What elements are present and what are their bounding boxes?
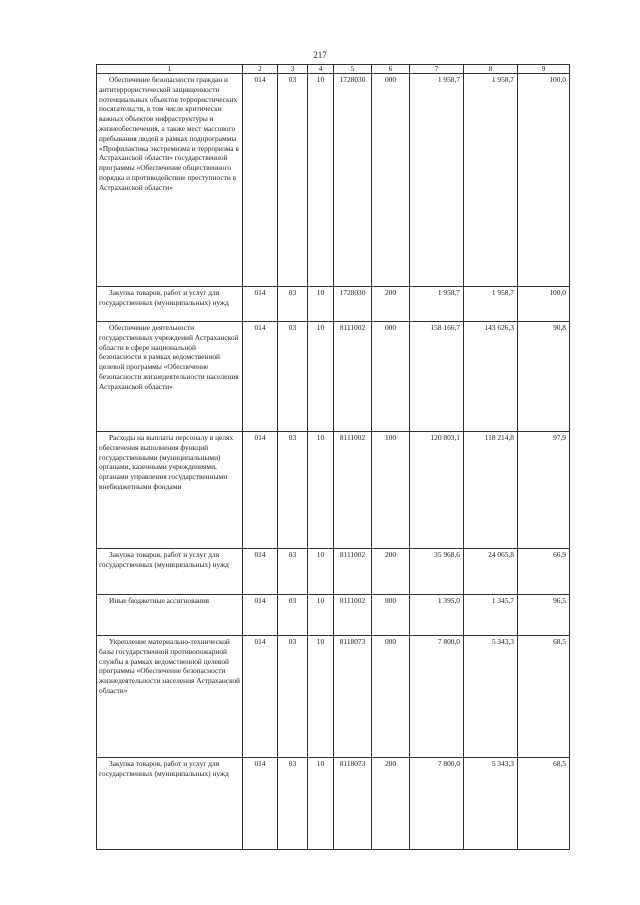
cell-percent: 100,0 — [518, 74, 570, 287]
cell-expense-type: 000 — [372, 636, 410, 758]
cell-section-code: 03 — [278, 74, 308, 287]
cell-actual-amount: 143 626,3 — [464, 322, 518, 432]
row-name: Укрепление материально-технической базы государственной противопожарной службы в рамках ведомственной целевой программы «Обеспечение безопасности жизнедеятельности населения Астраханской области» — [97, 636, 243, 758]
budget-table — [96, 64, 570, 850]
table-row — [97, 287, 570, 322]
cell-target-article: 8111002 — [334, 549, 372, 595]
cell-actual-amount: 1 958,7 — [464, 74, 518, 287]
cell-target-article: 8111002 — [334, 322, 372, 432]
header-cell-8: 8 — [464, 65, 518, 74]
row-name: Закупка товаров, работ и услуг для государственных (муниципальных) нужд — [97, 287, 243, 322]
cell-ministry-code: 014 — [243, 74, 278, 287]
table-row — [97, 758, 570, 850]
cell-section-code: 03 — [278, 287, 308, 322]
table-row — [97, 322, 570, 432]
header-cell-6: 6 — [372, 65, 410, 74]
cell-subsection-code: 10 — [308, 758, 334, 850]
cell-percent: 100,0 — [518, 287, 570, 322]
cell-subsection-code: 10 — [308, 432, 334, 549]
cell-ministry-code: 014 — [243, 549, 278, 595]
cell-planned-amount: 35 968,6 — [410, 549, 464, 595]
cell-section-code: 03 — [278, 549, 308, 595]
cell-expense-type: 200 — [372, 287, 410, 322]
row-name: Расходы на выплаты персоналу в целях обеспечения выполнения функций государственными (муниципальными) органами, казенными учреждениями, органами управления государственными внебюджетными фондами — [97, 432, 243, 549]
table-row — [97, 636, 570, 758]
row-name: Закупка товаров, работ и услуг для государственных (муниципальных) нужд — [97, 549, 243, 595]
row-name: Обеспечение деятельности государственных учреждений Астраханской области в сфере национальной безопасности в рамках ведомственной целевой программы «Обеспечение безопасности жизнедеятельности населения Астраханской области» — [97, 322, 243, 432]
cell-percent: 97,9 — [518, 432, 570, 549]
cell-actual-amount: 1 958,7 — [464, 287, 518, 322]
cell-subsection-code: 10 — [308, 636, 334, 758]
row-name: Закупка товаров, работ и услуг для государственных (муниципальных) нужд — [97, 758, 243, 850]
cell-planned-amount: 7 800,0 — [410, 636, 464, 758]
cell-target-article: 8118073 — [334, 758, 372, 850]
cell-percent: 96,5 — [518, 595, 570, 636]
header-cell-9: 9 — [518, 65, 570, 74]
header-cell-5: 5 — [334, 65, 372, 74]
cell-actual-amount: 5 343,3 — [464, 758, 518, 850]
cell-section-code: 03 — [278, 322, 308, 432]
cell-ministry-code: 014 — [243, 758, 278, 850]
header-cell-1: 1 — [97, 65, 243, 74]
header-cell-7: 7 — [410, 65, 464, 74]
cell-percent: 90,8 — [518, 322, 570, 432]
cell-subsection-code: 10 — [308, 595, 334, 636]
cell-expense-type: 100 — [372, 432, 410, 549]
cell-planned-amount: 7 800,0 — [410, 758, 464, 850]
cell-section-code: 03 — [278, 636, 308, 758]
page-number: 217 — [313, 50, 327, 60]
cell-percent: 66,9 — [518, 549, 570, 595]
cell-target-article: 1728030 — [334, 74, 372, 287]
cell-planned-amount: 1 958,7 — [410, 74, 464, 287]
cell-target-article: 8118073 — [334, 636, 372, 758]
cell-subsection-code: 10 — [308, 549, 334, 595]
cell-section-code: 03 — [278, 595, 308, 636]
cell-section-code: 03 — [278, 432, 308, 549]
table-row — [97, 595, 570, 636]
table-row — [97, 432, 570, 549]
cell-ministry-code: 014 — [243, 432, 278, 549]
cell-target-article: 8111002 — [334, 595, 372, 636]
cell-actual-amount: 24 065,8 — [464, 549, 518, 595]
cell-expense-type: 800 — [372, 595, 410, 636]
cell-expense-type: 000 — [372, 322, 410, 432]
cell-percent: 68,5 — [518, 758, 570, 850]
cell-target-article: 8111002 — [334, 432, 372, 549]
cell-ministry-code: 014 — [243, 636, 278, 758]
cell-planned-amount: 158 166,7 — [410, 322, 464, 432]
cell-target-article: 1728030 — [334, 287, 372, 322]
table-row — [97, 74, 570, 287]
cell-actual-amount: 118 214,8 — [464, 432, 518, 549]
cell-percent: 68,5 — [518, 636, 570, 758]
cell-expense-type: 200 — [372, 758, 410, 850]
cell-planned-amount: 1 958,7 — [410, 287, 464, 322]
cell-ministry-code: 014 — [243, 287, 278, 322]
cell-ministry-code: 014 — [243, 322, 278, 432]
cell-section-code: 03 — [278, 758, 308, 850]
cell-ministry-code: 014 — [243, 595, 278, 636]
cell-planned-amount: 120 803,1 — [410, 432, 464, 549]
header-row — [97, 65, 570, 74]
cell-actual-amount: 1 345,7 — [464, 595, 518, 636]
header-cell-4: 4 — [308, 65, 334, 74]
cell-expense-type: 200 — [372, 549, 410, 595]
cell-actual-amount: 5 343,3 — [464, 636, 518, 758]
cell-planned-amount: 1 395,0 — [410, 595, 464, 636]
cell-expense-type: 000 — [372, 74, 410, 287]
row-name: Обеспечение безопасности граждан и антитеррористической защищенности потенциальных объектов террористических посягательств, в том числе критически важных объектов инфраструктуры и жизнеобеспечения, а также мест массового пребывания людей в рамках подпрограммы «Профилактика экстремизма и терроризма в Астраханской области» государственной программы «Обеспечение общественного порядка и противодействие преступности в Астраханской области» — [97, 74, 243, 287]
header-cell-2: 2 — [243, 65, 278, 74]
cell-subsection-code: 10 — [308, 287, 334, 322]
row-name: Иные бюджетные ассигнования — [97, 595, 243, 636]
cell-subsection-code: 10 — [308, 322, 334, 432]
cell-subsection-code: 10 — [308, 74, 334, 287]
header-cell-3: 3 — [278, 65, 308, 74]
table-row — [97, 549, 570, 595]
